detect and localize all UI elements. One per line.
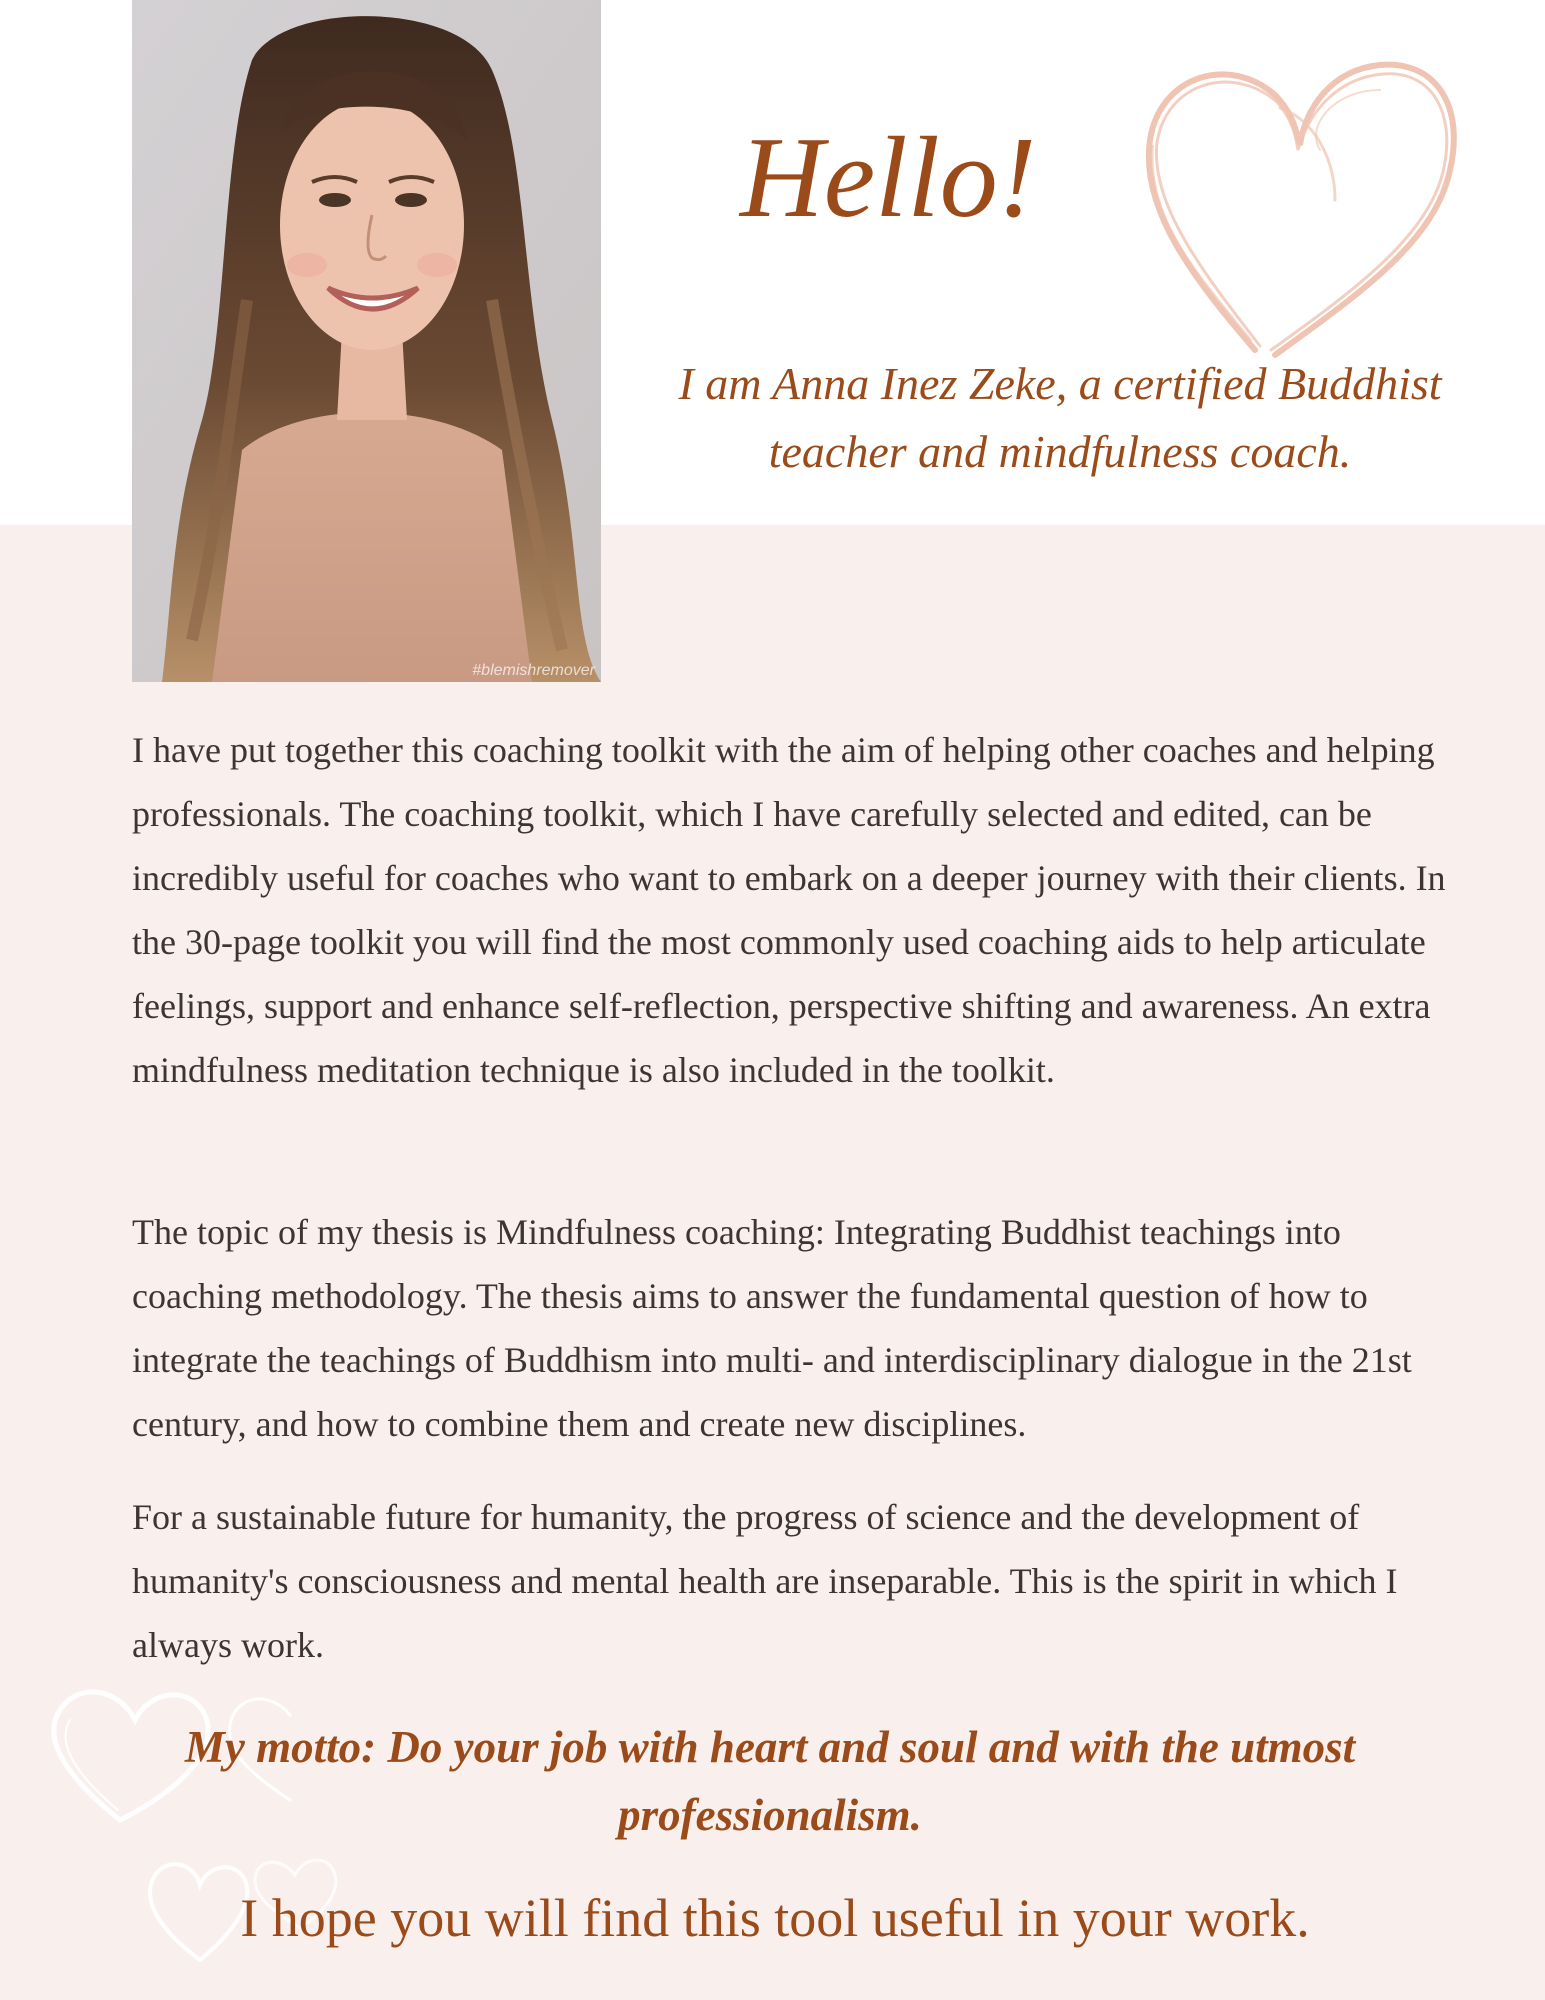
body-paragraph-2: The topic of my thesis is Mindfulness coaching: Integrating Buddhist teachings into coaching methodology. The thesis aims to answer the fundamental question of how to integrate the teachings of Buddhism into multi- and interdisciplinary dialogue in the 21st century, and how to combine them and create new disciplines. bbox=[132, 1212, 1412, 1444]
portrait-photo bbox=[132, 0, 601, 682]
body-paragraph-1: I have put together this coaching toolkit with the aim of helping other coaches and helping professionals. The coaching toolkit, which I have carefully selected and edited, can be incredibly useful for coaches who want to embark on a deeper journey with their clients. In the 30-page toolkit you will find the most commonly used coaching aids to help articulate feelings, support and enhance self-reflection, perspective shifting and awareness. An extra mindfulness meditation technique is also included in the toolkit. bbox=[132, 730, 1446, 1090]
heart-outline-icon bbox=[1135, 50, 1465, 370]
intro-text: I am Anna Inez Zeke, a certified Buddhist teacher and mindfulness coach. bbox=[678, 358, 1442, 477]
body-paragraph-3: For a sustainable future for humanity, the progress of science and the development of humanity's consciousness and mental health are inseparable. This is the spirit in which I always work. bbox=[132, 1497, 1398, 1665]
closing-text: I hope you will find this tool useful in your work. bbox=[240, 1888, 1310, 1948]
photo-watermark: #blemishremover bbox=[472, 662, 595, 679]
portrait-illustration bbox=[132, 0, 601, 682]
greeting-heading: Hello! bbox=[740, 114, 1037, 242]
motto-text: My motto: Do your job with heart and soul and with the utmost professionalism. bbox=[184, 1722, 1356, 1840]
